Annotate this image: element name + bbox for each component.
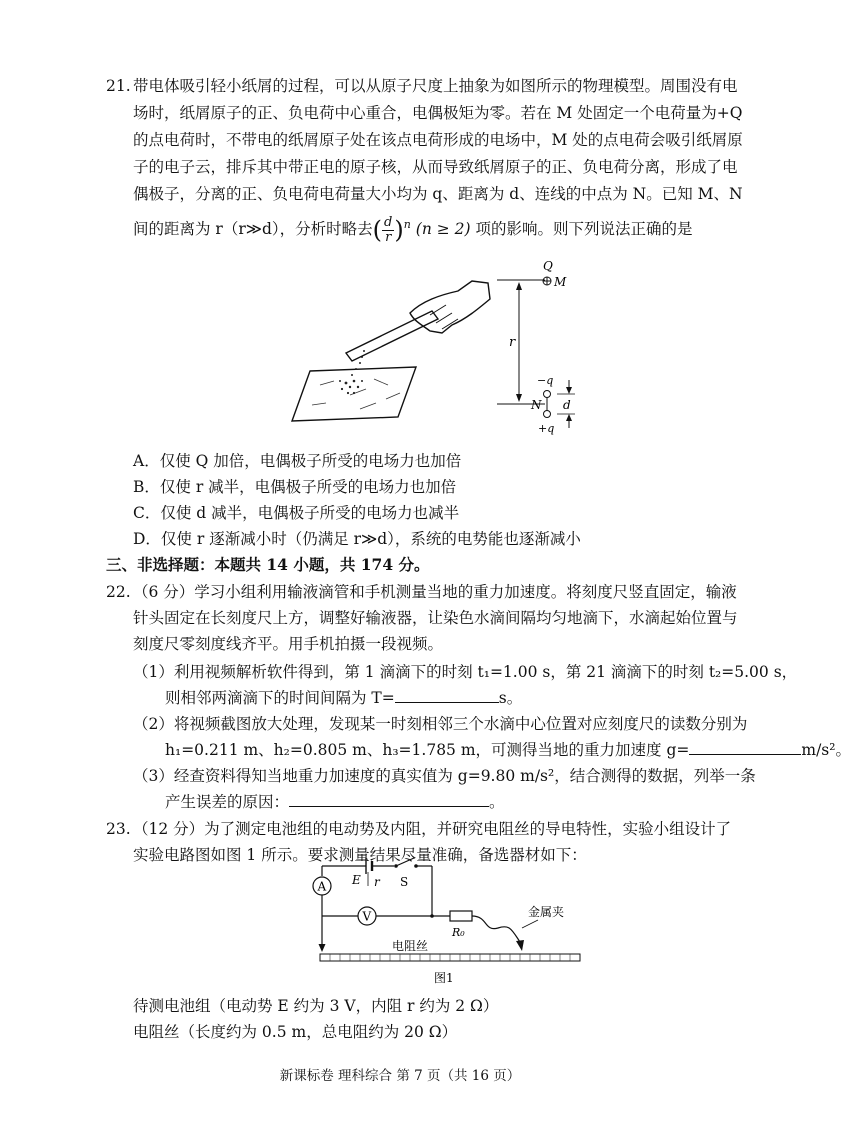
q22-sub1-text: 则相邻两滴滴下的时间间隔为 T= bbox=[165, 689, 395, 707]
minus-q-label: −q bbox=[537, 374, 554, 387]
q21-line-4: 子的电子云，排斥其中带正电的原子核，从而导致纸屑原子的正、负电荷分离，形成了电 bbox=[133, 158, 738, 176]
circuit-diagram-figure-1 bbox=[300, 858, 600, 990]
ammeter-A-label: A bbox=[317, 879, 327, 894]
switch-S-label: S bbox=[400, 875, 409, 889]
q21-line-5: 偶极子，分离的正、负电荷电荷量大小均为 q、距离为 d、连线的中点为 N。已知 M、N bbox=[133, 185, 743, 203]
negative-charge-circle bbox=[544, 391, 551, 398]
q21-line-6-a: 间的距离为 r（r≫d），分析时略去 bbox=[133, 220, 373, 239]
q23-line-1: （12 分）为了测定电池组的电动势及内阻，并研究电阻丝的导电特性，实验小组设计了 bbox=[133, 820, 732, 838]
frac-numerator: d bbox=[384, 214, 393, 230]
answer-blank-error-reason[interactable] bbox=[289, 790, 489, 807]
resistor-R0 bbox=[450, 911, 472, 921]
q23-number: 23. bbox=[106, 820, 131, 838]
q22-line-1: （6 分）学习小组利用输液滴管和手机测量当地的重力加速度。将刻度尺竖直固定，输液 bbox=[133, 583, 737, 601]
exponent-condition: (n ≥ 2) bbox=[415, 220, 471, 239]
q22-number: 22. bbox=[106, 583, 131, 601]
q21-line-2: 场时，纸屑原子的正、负电荷中心重合，电偶极矩为零。若在 M 处固定一个电荷量为+Q bbox=[133, 104, 743, 122]
emf-E-label: E bbox=[352, 873, 361, 887]
q21-line-6-b: 项的影响。则下列说法正确的是 bbox=[475, 220, 693, 239]
q22-sub1-line-1: （1）利用视频解析软件得到，第 1 滴滴下的时刻 t₁=1.00 s，第 21 滴滴下的时刻 t₂=5.00 s， bbox=[133, 663, 798, 681]
charged-rod-illustration bbox=[290, 275, 500, 425]
resistor-R0-label: R₀ bbox=[452, 926, 465, 939]
q21-option-a: A．仅使 Q 加倍，电偶极子所受的电场力也加倍 bbox=[133, 452, 462, 470]
q22-sub1-unit: s。 bbox=[498, 689, 523, 707]
resistance-wire-label: 电阻丝 bbox=[392, 939, 429, 953]
q21-line-6: 间的距离为 r（r≫d），分析时略去( $\frac{d}{r}$ )$^n$ (n ≥ 2) 项的影响。则下列说法正确的是 bbox=[133, 214, 693, 245]
dipole-diagram bbox=[495, 256, 595, 446]
q22-sub3-line-1: （3）经查资料得知当地重力加速度的真实值为 g=9.80 m/s²，结合测得的数据，列举一条 bbox=[133, 767, 756, 785]
switch-blade bbox=[396, 858, 414, 866]
metal-clip-label: 金属夹 bbox=[528, 905, 565, 919]
voltmeter-V-label: V bbox=[362, 909, 372, 924]
q22-sub2-line-1: （2）将视频截图放大处理，发现某一时刻相邻三个水滴中心位置对应刻度尺的读数分别为 bbox=[133, 715, 748, 733]
distance-d-label: d bbox=[563, 398, 571, 412]
answer-blank-g[interactable] bbox=[689, 738, 801, 755]
midpoint-N-label: N bbox=[531, 398, 542, 412]
q22-sub3-line-2 bbox=[165, 790, 505, 814]
q22-line-3: 刻度尺零刻度线齐平。用手机拍摄一段视频。 bbox=[133, 635, 444, 653]
q21-option-c: C．仅使 d 减半，电偶极子所受的电场力也减半 bbox=[133, 504, 460, 522]
figure-1-caption: 图1 bbox=[434, 971, 454, 985]
frac-exponent: n bbox=[403, 218, 411, 231]
q22-sub1-line-2 bbox=[165, 686, 522, 710]
internal-r-label: r bbox=[374, 875, 380, 889]
q22-sub2-unit: m/s²。 bbox=[801, 741, 851, 759]
q21-line-3: 的点电荷时，不带电的纸屑原子处在该点电荷形成的电场中，M 处的点电荷会吸引纸屑原 bbox=[133, 131, 743, 149]
section-3-heading: 三、非选择题：本题共 14 小题，共 174 分。 bbox=[106, 555, 430, 574]
equipment-item-wire: 电阻丝（长度约为 0.5 m，总电阻约为 20 Ω） bbox=[133, 1023, 458, 1041]
q22-sub3-text: 产生误差的原因： bbox=[165, 793, 290, 811]
point-M-label: M bbox=[554, 275, 567, 289]
q21-number: 21. bbox=[106, 77, 131, 95]
q22-sub3-end: 。 bbox=[489, 793, 505, 811]
distance-r-label: r bbox=[509, 335, 516, 350]
q22-line-2: 针头固定在长刻度尺上方，调整好输液器，让染色水滴间隔均匀地滴下，水滴起始位置与 bbox=[133, 609, 738, 627]
q21-option-d: D．仅使 r 逐渐减小时（仍满足 r≫d），系统的电势能也逐渐减小 bbox=[133, 530, 581, 548]
equipment-item-battery: 待测电池组（电动势 E 约为 3 V，内阻 r 约为 2 Ω） bbox=[133, 997, 499, 1015]
plus-q-label: +q bbox=[538, 422, 555, 435]
q21-option-b: B．仅使 r 减半，电偶极子所受的电场力也加倍 bbox=[133, 478, 457, 496]
page-footer: 新课标卷 理科综合 第 7 页（共 16 页） bbox=[279, 1068, 521, 1084]
frac-denominator: r bbox=[385, 229, 392, 245]
answer-blank-T[interactable] bbox=[395, 686, 499, 703]
q22-sub2-text: h₁=0.211 m、h₂=0.805 m、h₃=1.785 m，可测得当地的重力加速度 g= bbox=[165, 741, 690, 759]
q21-line-1: 带电体吸引轻小纸屑的过程，可以从原子尺度上抽象为如图所示的物理模型。周围没有电 bbox=[133, 77, 738, 95]
charge-Q-label: Q bbox=[543, 259, 553, 273]
d-over-r-fraction bbox=[382, 216, 394, 245]
q23-line-2: 实验电路图如图 1 所示。要求测量结果尽量准确，备选器材如下： bbox=[133, 846, 587, 864]
positive-charge-circle bbox=[544, 411, 551, 418]
q22-sub2-line-2 bbox=[165, 738, 851, 762]
